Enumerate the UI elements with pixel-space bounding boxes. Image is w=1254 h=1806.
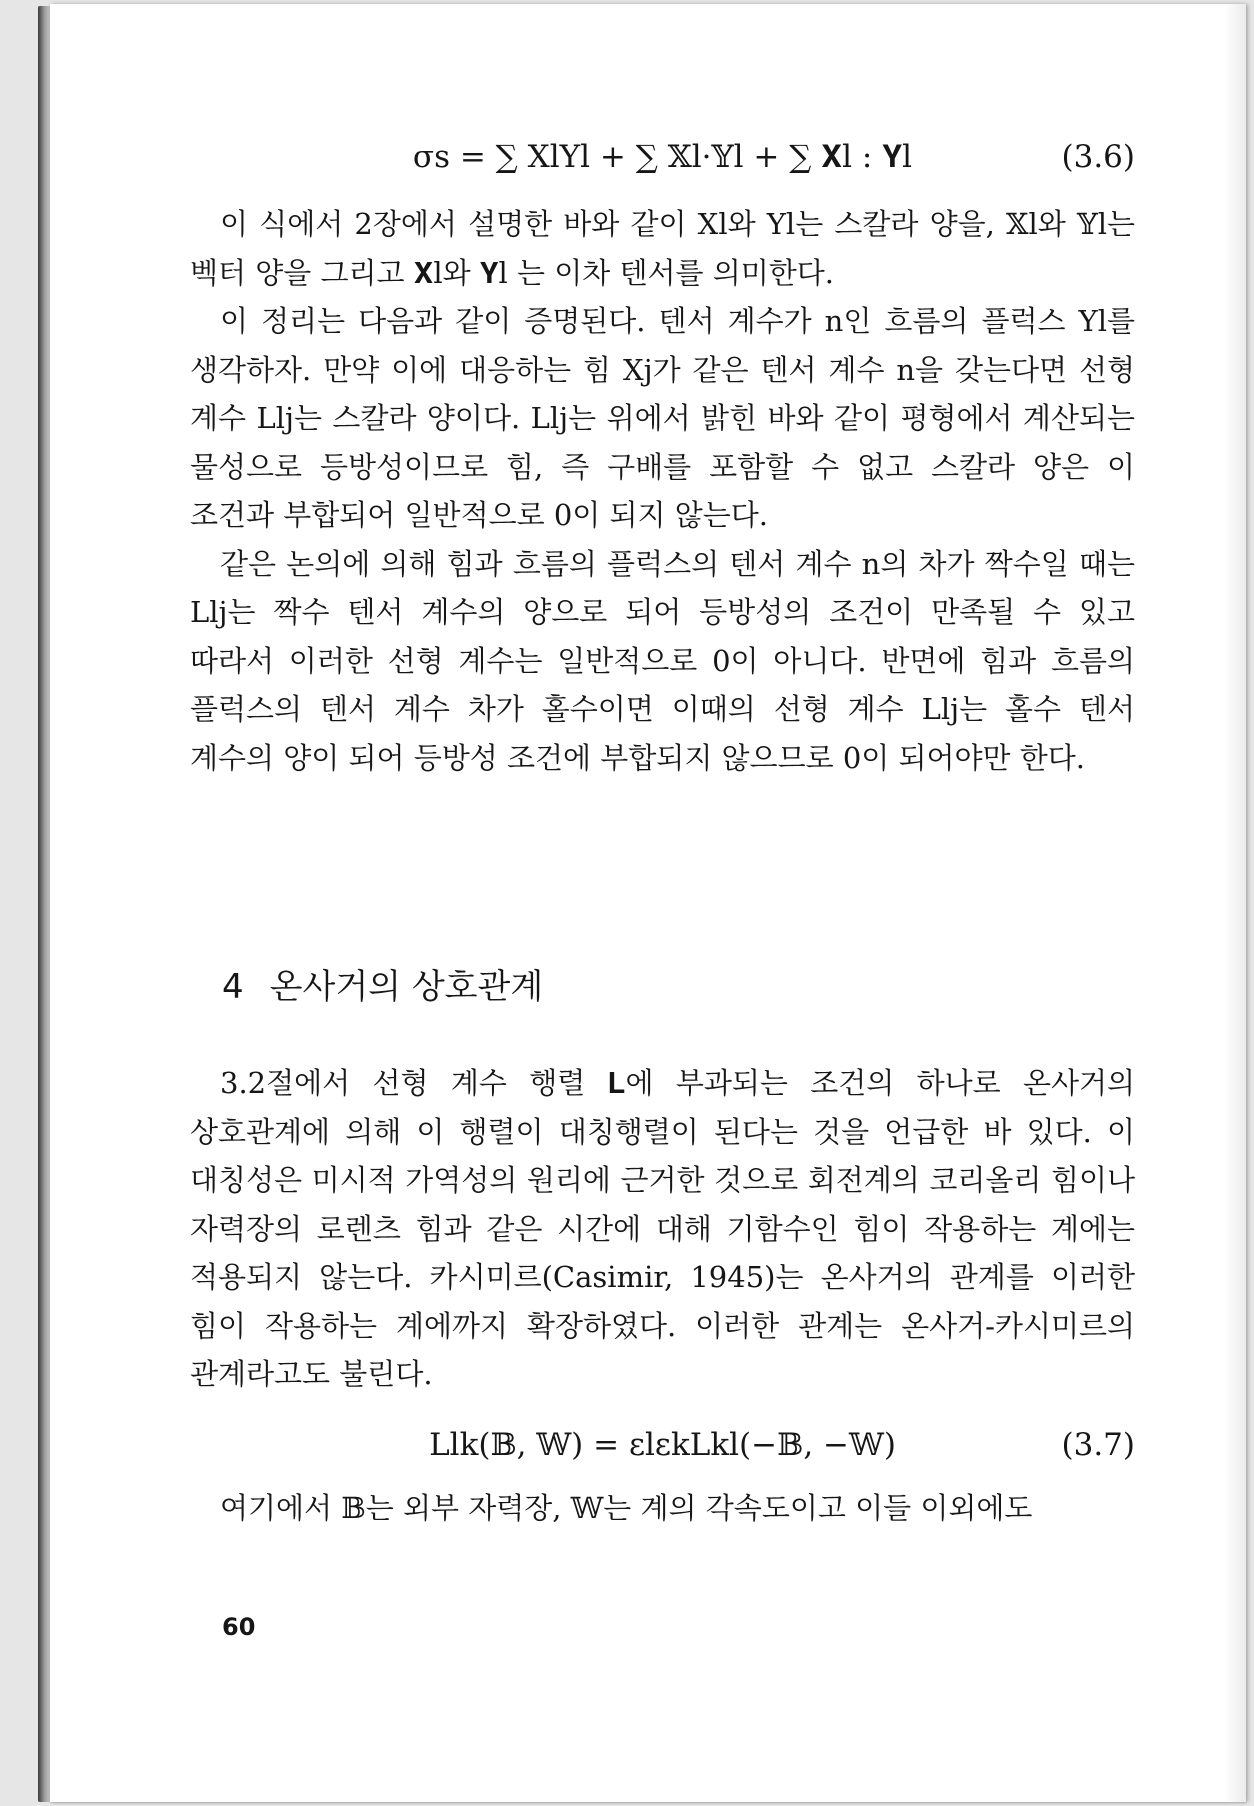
section-number: 4: [222, 967, 244, 1007]
paragraph-group-1: [190, 200, 1135, 782]
equation-number: (3.6): [1061, 139, 1135, 175]
section-title: 온사거의 상호관계: [269, 967, 544, 1007]
section-heading: [222, 962, 543, 1012]
equation-formula: Llk(𝔹, 𝕎) = εlεkLkl(−𝔹, −𝕎): [429, 1427, 896, 1463]
paragraph-group-2: [190, 1059, 1135, 1399]
paragraph: 이 정리는 다음과 같이 증명된다. 텐서 계수가 n인 흐름의 플럭스 Yl를 생각하자. 만약 이에 대응하는 힘 Xj가 같은 텐서 계수 n을 갖는다면 선형 계수 Llj는 스칼라 양이다. Llj는 위에서 밝힌 바와 같이 평형에서 계산되는 물성으로 등방성이므로 힘, 즉 구배를 포함할 수 없고 스칼라 양은 이 조건과 부합되어 일반적으로 0이 되지 않는다.: [190, 304, 1135, 532]
book-page: [50, 4, 1246, 1802]
paragraph: 여기에서 𝔹는 외부 자력장, 𝕎는 계의 각속도이고 이들 이외에도: [220, 1491, 1033, 1525]
equation-3-6: [190, 136, 1135, 178]
page-edge-shade: [1224, 4, 1246, 1802]
equation-number: (3.7): [1061, 1427, 1135, 1463]
page-number: 60: [222, 1613, 256, 1641]
equation-formula: σs = ∑ XlYl + ∑ 𝕏l·𝕐l + ∑ 𝐗l : 𝐘l: [412, 139, 913, 175]
paragraph-group-3: [190, 1484, 1135, 1533]
paragraph: 3.2절에서 선형 계수 행렬 𝐋에 부과되는 조건의 하나로 온사거의 상호관계에 의해 이 행렬이 대칭행렬이 된다는 것을 언급한 바 있다. 이 대칭성은 미시적 가역성의 원리에 근거한 것으로 회전계의 코리올리 힘이나 자력장의 로렌츠 힘과 같은 시간에 대해 기함수인 힘이 작용하는 계에는 적용되지 않는다. 카시미르(Casimir, 1945)는 온사거의 관계를 이러한 힘이 작용하는 계에까지 확장하였다. 이러한 관계는 온사거-카시미르의 관계라고도 불린다.: [190, 1066, 1135, 1391]
paragraph: 이 식에서 2장에서 설명한 바와 같이 Xl와 Yl는 스칼라 양을, 𝕏l와 𝕐l는 벡터 양을 그리고 𝐗l와 𝐘l 는 이차 텐서를 의미한다.: [190, 207, 1135, 290]
paragraph: 같은 논의에 의해 힘과 흐름의 플럭스의 텐서 계수 n의 차가 짝수일 때는 Llj는 짝수 텐서 계수의 양으로 되어 등방성의 조건이 만족될 수 있고 따라서 이러한 선형 계수는 일반적으로 0이 아니다. 반면에 힘과 흐름의 플럭스의 텐서 계수 차가 홀수이면 이때의 선형 계수 Llj는 홀수 텐서 계수의 양이 되어 등방성 조건에 부합되지 않으므로 0이 되어야만 한다.: [190, 546, 1135, 775]
equation-3-7: [190, 1424, 1135, 1466]
